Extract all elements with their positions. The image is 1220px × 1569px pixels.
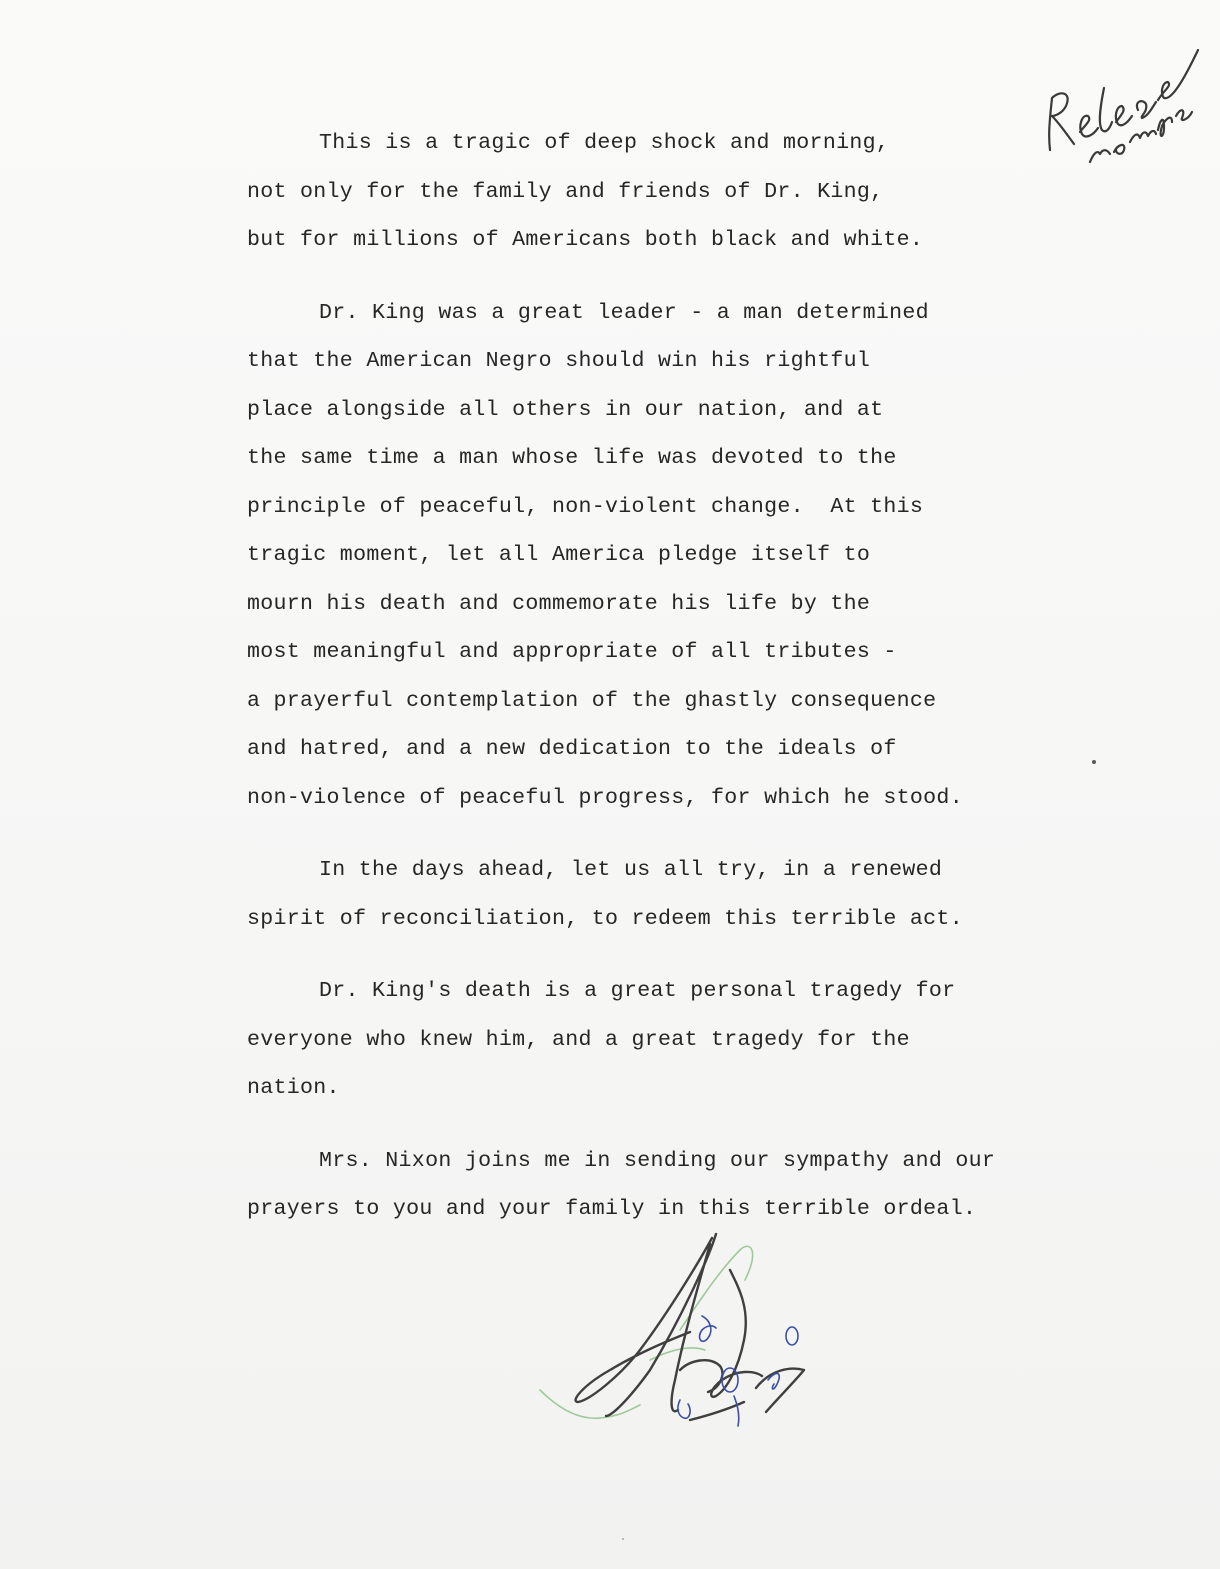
text-line: but for millions of Americans both black and white. xyxy=(247,228,924,252)
text-line: Mrs. Nixon joins me in sending our sympathy and our xyxy=(319,1148,996,1173)
text-line: nation. xyxy=(247,1076,340,1100)
paragraph-5 xyxy=(247,1137,1107,1234)
text-line: non-violence of peaceful progress, for which he stood. xyxy=(247,785,963,810)
text-line: a prayerful contemplation of the ghastly consequence xyxy=(247,688,937,713)
text-line: and hatred, and a new dedication to the ideals of xyxy=(247,737,897,761)
letter-body xyxy=(247,119,1107,1234)
paragraph-3 xyxy=(247,846,1107,943)
paragraph-4 xyxy=(247,967,1107,1113)
text-line: Dr. King was a great leader - a man determined xyxy=(319,300,929,325)
text-line: that the American Negro should win his rightful xyxy=(247,349,871,373)
paper-speck xyxy=(1092,760,1096,764)
text-line: everyone who knew him, and a great tragedy for the xyxy=(247,1027,910,1052)
text-line: Dr. King's death is a great personal tragedy for xyxy=(319,979,956,1003)
text-line: This is a tragic of deep shock and morning, xyxy=(319,131,890,155)
text-line: mourn his death and commemorate his life by the xyxy=(247,591,871,616)
text-line: the same time a man whose life was devoted to the xyxy=(247,446,897,470)
paper-speck xyxy=(622,1538,624,1540)
text-line: spirit of reconciliation, to redeem this terrible act. xyxy=(247,906,963,931)
signature xyxy=(530,1220,830,1450)
text-line: most meaningful and appropriate of all tributes - xyxy=(247,640,897,664)
text-line: prayers to you and your family in this terrible ordeal. xyxy=(247,1197,977,1221)
paragraph-1 xyxy=(247,119,1107,265)
paragraph-2 xyxy=(247,289,1107,823)
text-line: place alongside all others in our nation, and at xyxy=(247,397,884,422)
text-line: In the days ahead, let us all try, in a renewed xyxy=(319,858,943,882)
text-line: tragic moment, let all America pledge itself to xyxy=(247,543,871,567)
text-line: not only for the family and friends of Dr. King, xyxy=(247,179,884,204)
text-line: principle of peaceful, non-violent change. At this xyxy=(247,494,924,519)
